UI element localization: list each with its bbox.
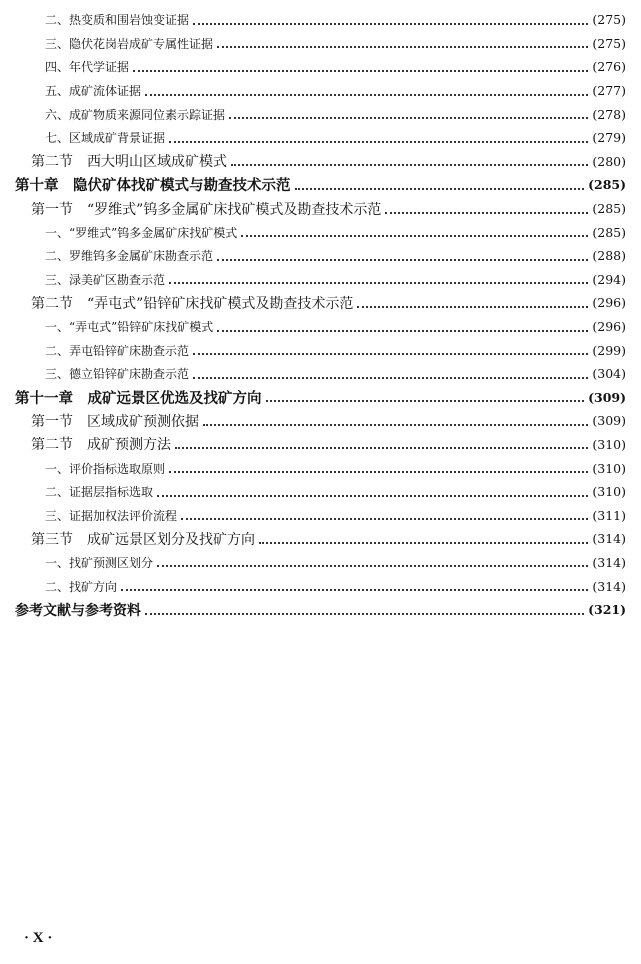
toc-entry-page-number: (285) (592, 201, 626, 217)
toc-entry-title: 三、德立铅锌矿床勘查示范 (45, 367, 190, 382)
toc-entry-page-number: (321) (588, 602, 626, 618)
toc-entry-page-number: (309) (592, 413, 626, 429)
dot-leader (217, 259, 588, 261)
toc-entry-page-number: (279) (592, 130, 626, 146)
toc-entry-page-number: (314) (592, 554, 626, 570)
toc-entry-title: 七、区域成矿背景证据 (45, 131, 166, 146)
toc-entry-title: 第一节 “罗维式”钨多金属矿床找矿模式及勘查技术示范 (31, 201, 382, 218)
toc-entry-section[interactable] (0, 433, 641, 457)
toc-entry-item[interactable] (0, 32, 641, 56)
toc-entry-title: 第二节 西大明山区域成矿模式 (31, 154, 227, 171)
toc-entry-title: 一、评价指标选取原则 (45, 461, 166, 476)
toc-entry-item[interactable] (0, 79, 641, 103)
toc-entry-title: 第一节 区域成矿预测依据 (31, 413, 199, 430)
toc-entry-title: 二、罗维钨多金属矿床勘查示范 (45, 249, 214, 264)
dot-leader (193, 353, 588, 355)
dot-leader (193, 377, 588, 379)
toc-entry-section[interactable] (0, 291, 641, 315)
dot-leader (157, 495, 588, 497)
dot-leader (217, 330, 588, 332)
toc-entry-page-number: (310) (592, 484, 626, 500)
dot-leader (121, 589, 588, 591)
page-number: · X · (24, 930, 53, 946)
toc-entry-item[interactable] (0, 268, 641, 292)
toc-entry-item[interactable] (0, 503, 641, 527)
toc-entry-page-number: (311) (592, 507, 626, 523)
toc-entry-title: 三、证据加权法评价流程 (45, 508, 178, 523)
toc-entry-title: 三、隐伏花岗岩成矿专属性证据 (45, 36, 214, 51)
toc-entry-title: 六、成矿物质来源同位素示踪证据 (45, 107, 226, 122)
toc-entry-section[interactable] (0, 150, 641, 174)
toc-entry-chapter[interactable] (0, 173, 641, 197)
dot-leader (295, 188, 585, 190)
toc-entry-title: 三、渌美矿区勘查示范 (45, 272, 166, 287)
toc-entry-page-number: (285) (588, 177, 626, 193)
toc-entry-item[interactable] (0, 480, 641, 504)
toc-entry-title: 四、年代学证据 (45, 60, 130, 75)
toc-entry-page-number: (304) (592, 366, 626, 382)
toc-entry-item[interactable] (0, 574, 641, 598)
dot-leader (145, 94, 588, 96)
toc-entry-page-number: (278) (592, 106, 626, 122)
toc-entry-page-number: (310) (592, 460, 626, 476)
table-of-contents (0, 8, 641, 621)
dot-leader (203, 424, 588, 426)
toc-entry-title: 二、热变质和围岩蚀变证据 (45, 13, 190, 28)
dot-leader (193, 23, 588, 25)
dot-leader (241, 235, 588, 237)
toc-entry-item[interactable] (0, 315, 641, 339)
toc-entry-title: 第二节 成矿预测方法 (31, 437, 171, 454)
toc-entry-title: 参考文献与参考资料 (15, 602, 141, 619)
dot-leader (357, 306, 588, 308)
dot-leader (181, 518, 588, 520)
dot-leader (259, 542, 588, 544)
toc-entry-title: 二、找矿方向 (45, 579, 118, 594)
toc-entry-page-number: (309) (588, 389, 626, 405)
toc-entry-title: 第二节 “弄屯式”铅锌矿床找矿模式及勘查技术示范 (31, 295, 354, 312)
toc-entry-title: 第十章 隐伏矿体找矿模式与勘查技术示范 (15, 177, 291, 195)
toc-entry-item[interactable] (0, 126, 641, 150)
dot-leader (229, 117, 588, 119)
dot-leader (217, 46, 588, 48)
toc-entry-title: 第三节 成矿远景区划分及找矿方向 (31, 531, 255, 548)
dot-leader (145, 613, 584, 615)
toc-entry-page-number: (277) (592, 83, 626, 99)
toc-entry-title: 二、弄屯铅锌矿床勘查示范 (45, 343, 190, 358)
toc-entry-page-number: (296) (592, 295, 626, 311)
toc-entry-title: 一、找矿预测区划分 (45, 555, 154, 570)
toc-entry-item[interactable] (0, 244, 641, 268)
toc-entry-title: 一、“弄屯式”铅锌矿床找矿模式 (45, 320, 214, 335)
dot-leader (175, 447, 588, 449)
toc-entry-ref[interactable] (0, 598, 641, 622)
toc-entry-section[interactable] (0, 527, 641, 551)
dot-leader (169, 471, 588, 473)
dot-leader (157, 565, 588, 567)
dot-leader (133, 70, 588, 72)
toc-entry-item[interactable] (0, 55, 641, 79)
toc-entry-page-number: (285) (592, 224, 626, 240)
dot-leader (385, 212, 588, 214)
toc-entry-page-number: (280) (592, 153, 626, 169)
toc-entry-page-number: (288) (592, 248, 626, 264)
toc-entry-page-number: (275) (592, 35, 626, 51)
toc-entry-chapter[interactable] (0, 386, 641, 410)
toc-entry-title: 一、“罗维式”钨多金属矿床找矿模式 (45, 225, 238, 240)
dot-leader (169, 282, 588, 284)
toc-entry-title: 二、证据层指标选取 (45, 485, 154, 500)
toc-entry-item[interactable] (0, 338, 641, 362)
toc-entry-item[interactable] (0, 551, 641, 575)
dot-leader (231, 164, 588, 166)
toc-entry-section[interactable] (0, 409, 641, 433)
toc-entry-page-number: (314) (592, 531, 626, 547)
toc-entry-page-number: (276) (592, 59, 626, 75)
dot-leader (169, 141, 588, 143)
toc-entry-item[interactable] (0, 8, 641, 32)
toc-entry-item[interactable] (0, 102, 641, 126)
toc-entry-item[interactable] (0, 220, 641, 244)
dot-leader (266, 400, 585, 402)
toc-entry-page-number: (310) (592, 436, 626, 452)
toc-entry-item[interactable] (0, 362, 641, 386)
toc-entry-title: 第十一章 成矿远景区优选及找矿方向 (15, 389, 262, 407)
toc-entry-section[interactable] (0, 197, 641, 221)
toc-entry-title: 五、成矿流体证据 (45, 84, 142, 99)
toc-entry-page-number: (294) (592, 271, 626, 287)
toc-entry-page-number: (299) (592, 342, 626, 358)
toc-entry-page-number: (296) (592, 319, 626, 335)
toc-entry-item[interactable] (0, 456, 641, 480)
toc-entry-page-number: (314) (592, 578, 626, 594)
toc-entry-page-number: (275) (592, 12, 626, 28)
